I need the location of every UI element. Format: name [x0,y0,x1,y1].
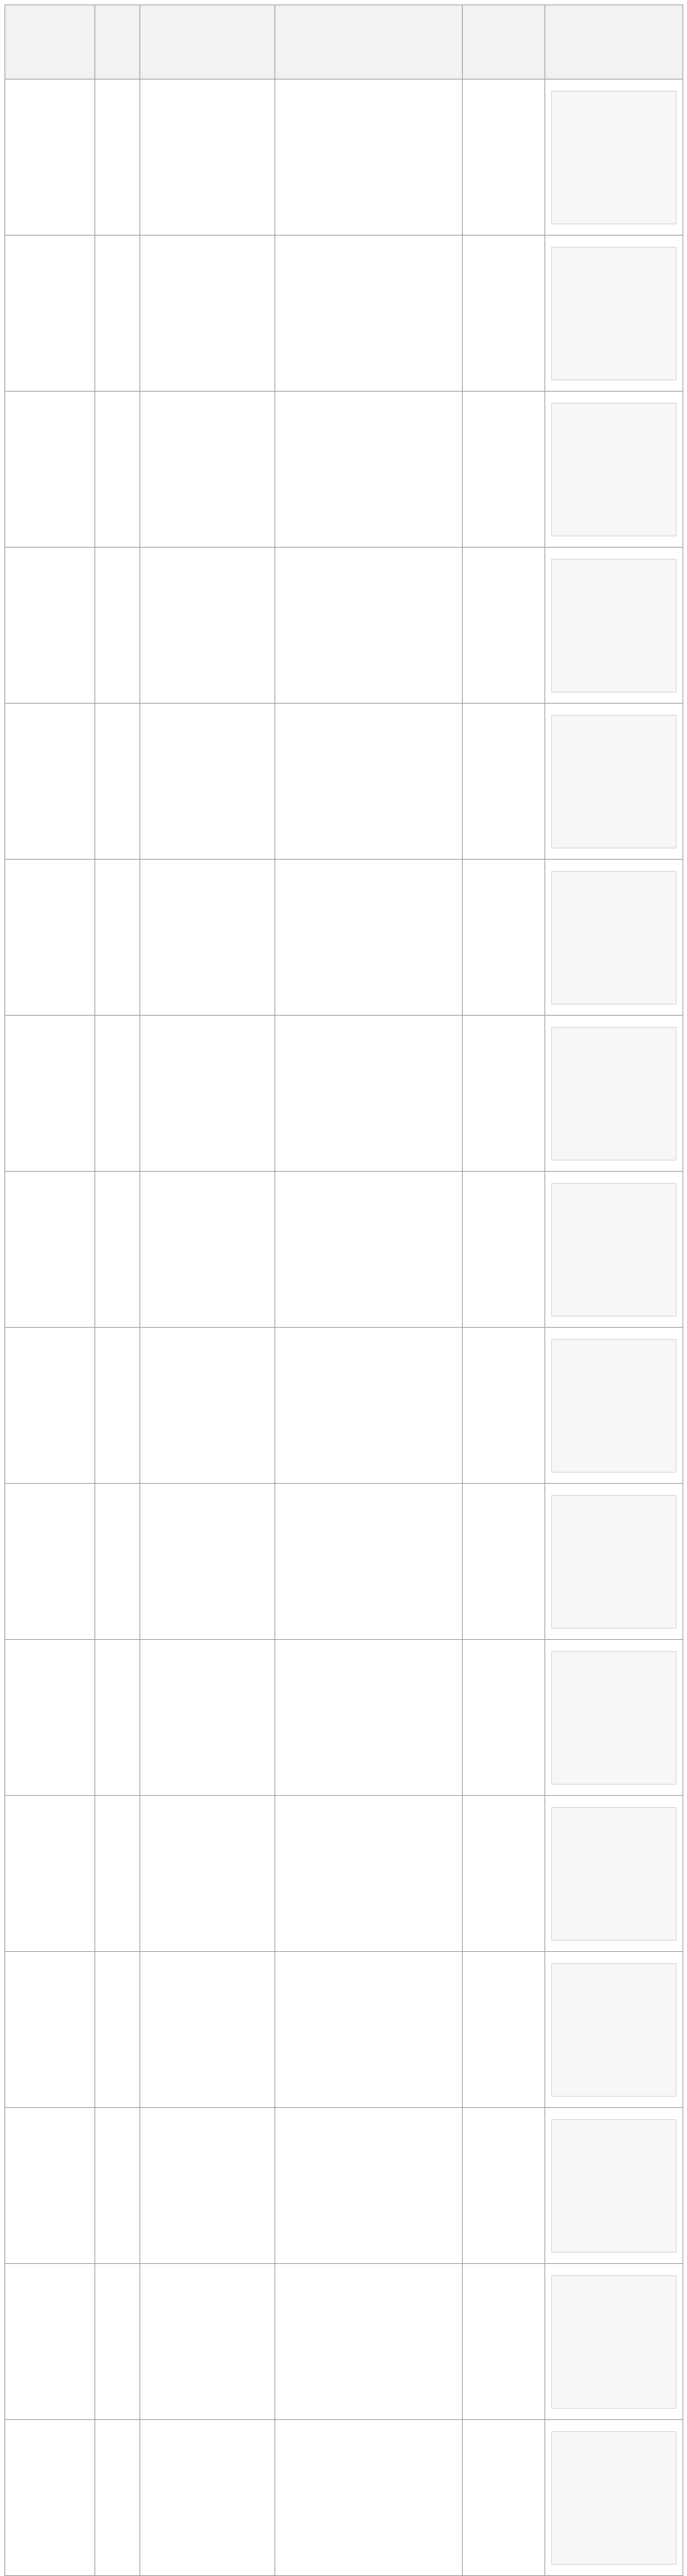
table-cell [140,704,275,860]
table-cell [140,392,275,548]
plan-map-cell [545,2264,683,2420]
plan-map-thumbnail [551,91,676,224]
table-cell [275,704,463,860]
table-cell [5,1484,95,1640]
plan-map-cell [545,1952,683,2108]
table-cell [275,2420,463,2576]
table-cell [463,392,545,548]
table-cell [275,1952,463,2108]
table-cell [95,1952,140,2108]
table-cell [5,860,95,1016]
table-cell [463,1640,545,1796]
plan-map-cell [545,236,683,392]
table-cell [5,2420,95,2576]
table-row [5,548,683,704]
header-cell [95,5,140,80]
table-cell [95,1484,140,1640]
table-cell [463,80,545,236]
table-cell [95,2420,140,2576]
table-row [5,2420,683,2576]
table-cell [140,1328,275,1484]
table-cell [140,860,275,1016]
table-cell [140,2420,275,2576]
table-cell [140,2264,275,2420]
table-row [5,2108,683,2264]
plan-map-cell [545,2108,683,2264]
table-cell [140,80,275,236]
table-cell [463,860,545,1016]
table-body [5,80,683,2576]
comparison-table [4,5,683,2576]
table-cell [140,2108,275,2264]
plan-map-cell [545,860,683,1016]
table-cell [463,1952,545,2108]
table-cell [140,1796,275,1952]
table-cell [5,2264,95,2420]
plan-map-cell [545,80,683,236]
table-row [5,1952,683,2108]
table-cell [95,1328,140,1484]
table-row [5,236,683,392]
plan-map-thumbnail [551,715,676,848]
table-cell [275,1484,463,1640]
table-cell [140,1484,275,1640]
table-cell [275,1640,463,1796]
table-cell [275,2108,463,2264]
table-cell [5,1640,95,1796]
plan-map-thumbnail [551,1495,676,1629]
table-cell [140,1952,275,2108]
table-row [5,1796,683,1952]
table-cell [275,1172,463,1328]
table-cell [463,2420,545,2576]
table-cell [463,2108,545,2264]
plan-map-thumbnail [551,2119,676,2253]
plan-map-thumbnail [551,1339,676,1473]
plan-map-cell [545,1640,683,1796]
comparison-table-sheet [4,5,682,2576]
table-cell [95,1640,140,1796]
table-cell [5,548,95,704]
table-cell [463,236,545,392]
plan-map-thumbnail [551,1807,676,1941]
table-row [5,1172,683,1328]
table-cell [5,2108,95,2264]
table-cell [5,392,95,548]
table-cell [140,236,275,392]
table-cell [275,860,463,1016]
table-cell [275,2264,463,2420]
header-cell [463,5,545,80]
table-cell [5,704,95,860]
table-cell [463,2264,545,2420]
table-cell [95,2108,140,2264]
table-row [5,2264,683,2420]
plan-map-thumbnail [551,403,676,536]
table-row [5,1484,683,1640]
table-cell [463,1172,545,1328]
table-cell [95,80,140,236]
table-row [5,1328,683,1484]
table-header-row [5,5,683,80]
plan-map-cell [545,1328,683,1484]
header-cell [5,5,95,80]
table-cell [140,1640,275,1796]
plan-map-thumbnail [551,871,676,1004]
table-cell [463,1796,545,1952]
plan-map-thumbnail [551,1651,676,1785]
table-cell [463,1328,545,1484]
table-cell [463,1484,545,1640]
plan-map-cell [545,1484,683,1640]
plan-map-thumbnail [551,559,676,692]
table-cell [140,1016,275,1172]
table-cell [275,1796,463,1952]
table-cell [463,704,545,860]
header-cell [275,5,463,80]
table-row [5,80,683,236]
table-cell [5,1172,95,1328]
table-cell [95,704,140,860]
table-cell [95,548,140,704]
table-cell [5,80,95,236]
table-cell [275,80,463,236]
table-cell [140,548,275,704]
table-row [5,1640,683,1796]
table-cell [5,236,95,392]
plan-map-thumbnail [551,247,676,380]
table-cell [275,236,463,392]
plan-map-thumbnail [551,1963,676,2097]
plan-map-cell [545,1016,683,1172]
table-cell [95,1172,140,1328]
plan-map-thumbnail [551,1027,676,1160]
table-cell [95,236,140,392]
table-cell [5,1328,95,1484]
table-row [5,860,683,1016]
table-cell [95,1016,140,1172]
table-cell [463,1016,545,1172]
table-cell [95,392,140,548]
table-cell [95,860,140,1016]
header-cell [545,5,683,80]
table-cell [275,548,463,704]
plan-map-cell [545,2420,683,2576]
table-cell [5,1796,95,1952]
plan-map-thumbnail [551,2275,676,2409]
table-cell [275,1328,463,1484]
table-row [5,1016,683,1172]
header-cell [140,5,275,80]
table-cell [5,1952,95,2108]
plan-map-cell [545,1796,683,1952]
table-cell [275,392,463,548]
plan-map-cell [545,548,683,704]
plan-map-cell [545,704,683,860]
table-row [5,392,683,548]
table-cell [275,1016,463,1172]
plan-map-thumbnail [551,2431,676,2565]
table-cell [463,548,545,704]
table-cell [5,1016,95,1172]
table-cell [95,2264,140,2420]
plan-map-thumbnail [551,1183,676,1317]
table-cell [140,1172,275,1328]
table-row [5,704,683,860]
plan-map-cell [545,392,683,548]
plan-map-cell [545,1172,683,1328]
table-cell [95,1796,140,1952]
